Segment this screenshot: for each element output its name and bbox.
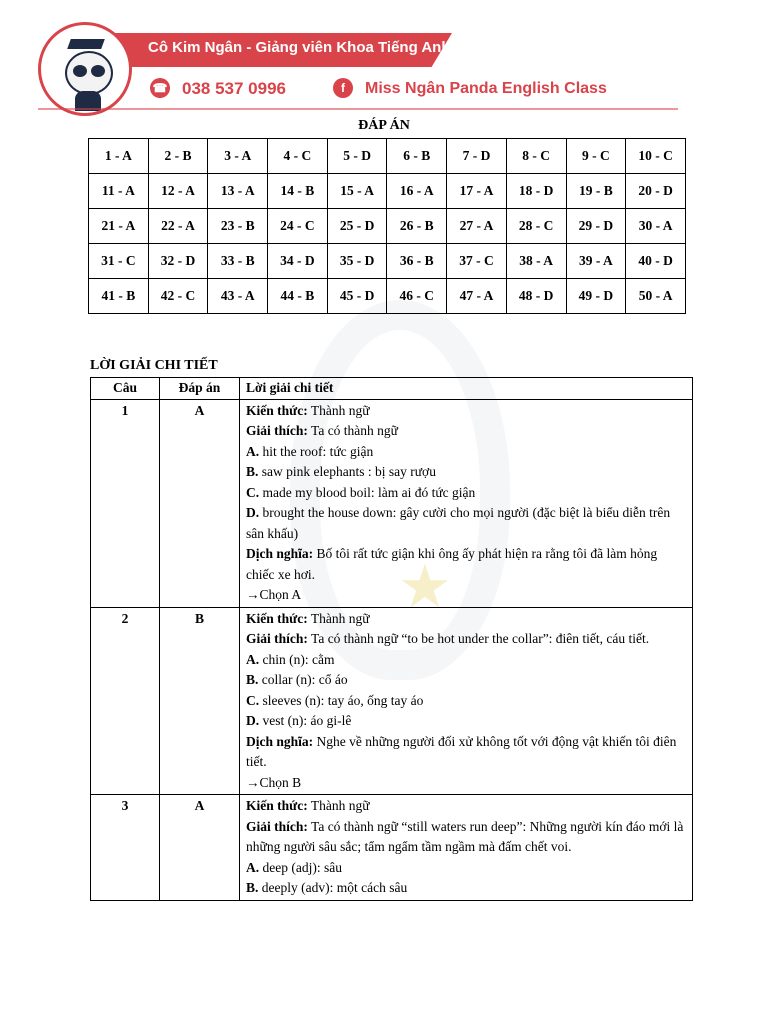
explanation-text: Thành ngữ <box>307 402 370 418</box>
explanation-line <box>246 817 686 858</box>
solution-row <box>91 607 693 795</box>
answer-key-cell: 4 - C <box>268 139 328 174</box>
answer-key-cell: 36 - B <box>387 244 447 279</box>
explanation-line <box>246 650 686 671</box>
answer-key-cell: 6 - B <box>387 139 447 174</box>
explanation-label: Kiến thức: <box>246 798 308 813</box>
answer-key-cell: 35 - D <box>327 244 387 279</box>
answer-key-cell: 38 - A <box>506 244 566 279</box>
explanation-label: Giải thích: <box>246 423 308 438</box>
answer-key-cell: 48 - D <box>506 279 566 314</box>
explanation-label: B. <box>246 880 259 895</box>
explanation-label: A. <box>246 443 260 459</box>
answer-key-cell: 19 - B <box>566 174 626 209</box>
graduation-cap-icon <box>67 39 105 49</box>
answer-key-cell: 8 - C <box>506 139 566 174</box>
explanation-text: →Chọn A <box>246 587 302 602</box>
answer-key-cell: 44 - B <box>268 279 328 314</box>
header-question: Câu <box>91 378 160 400</box>
explanation-text: chin (n): cằm <box>259 651 335 667</box>
solution-row <box>91 795 693 901</box>
explanation-label: D. <box>246 713 260 728</box>
answer-key-cell: 26 - B <box>387 209 447 244</box>
question-number: 3 <box>91 795 160 901</box>
answer-key-cell: 29 - D <box>566 209 626 244</box>
explanation-label: B. <box>246 672 259 687</box>
explanation-line <box>246 442 686 463</box>
answer-key-cell: 2 - B <box>148 139 208 174</box>
watermark-star-icon: ★ <box>398 554 452 620</box>
answer-key-cell: 15 - A <box>327 174 387 209</box>
question-number: 2 <box>91 607 160 795</box>
answer-letter: A <box>160 795 240 901</box>
explanation-line <box>246 691 686 712</box>
answer-key-cell: 41 - B <box>89 279 149 314</box>
explanation-line <box>246 670 686 691</box>
answer-key-table <box>88 138 686 314</box>
explanation-text: hit the roof: tức giận <box>259 443 374 459</box>
explanation-line <box>246 858 686 879</box>
explanation-label: A. <box>246 859 260 875</box>
explanation-label: C. <box>246 484 260 500</box>
explanation-label: D. <box>246 505 260 520</box>
answer-key-cell: 13 - A <box>208 174 268 209</box>
answer-key-cell: 24 - C <box>268 209 328 244</box>
answer-key-cell: 14 - B <box>268 174 328 209</box>
answer-key-row <box>89 279 686 314</box>
explanation-text: saw pink elephants : bị say rượu <box>258 464 436 479</box>
explanation-text: made my blood boil: làm ai đó tức giận <box>259 484 476 500</box>
explanation-label: Giải thích: <box>246 631 308 646</box>
explanation-text: brought the house down: gây cười cho mọi người (đặc biệt là biểu diễn trên sân khấu) <box>246 505 671 541</box>
answer-key-cell: 39 - A <box>566 244 626 279</box>
answer-key-cell: 30 - A <box>626 209 686 244</box>
explanation-line <box>246 401 686 422</box>
solution-row <box>91 399 693 607</box>
header-explanation: Lời giải chi tiết <box>240 378 693 400</box>
explanation-line <box>246 462 686 483</box>
explanation-line <box>246 483 686 504</box>
phone-icon: ☎ <box>150 78 170 98</box>
explanation-line <box>246 629 686 650</box>
phone-number: 038 537 0996 <box>182 79 286 98</box>
explanation-label: Kiến thức: <box>246 402 308 418</box>
explanation-text: Thành ngữ <box>307 798 370 813</box>
header-title: Cô Kim Ngân - Giảng viên Khoa Tiếng Anh ĐHSPHN <box>148 39 519 56</box>
solutions-table <box>90 377 693 901</box>
answer-key-cell: 40 - D <box>626 244 686 279</box>
explanation-line <box>246 773 686 794</box>
explanation-text: →Chọn B <box>246 774 302 790</box>
answer-key-cell: 23 - B <box>208 209 268 244</box>
answer-key-cell: 16 - A <box>387 174 447 209</box>
answer-key-cell: 18 - D <box>506 174 566 209</box>
explanation-label: Kiến thức: <box>246 610 308 626</box>
explanation-line <box>246 421 686 442</box>
explanation-cell <box>240 399 693 607</box>
answer-key-cell: 21 - A <box>89 209 149 244</box>
answer-key-cell: 12 - A <box>148 174 208 209</box>
question-number: 1 <box>91 399 160 607</box>
answer-key-cell: 50 - A <box>626 279 686 314</box>
explanation-line <box>246 732 686 773</box>
answer-key-cell: 49 - D <box>566 279 626 314</box>
explanation-line <box>246 544 686 585</box>
explanation-line <box>246 503 686 544</box>
explanation-label: B. <box>246 464 259 479</box>
answer-letter: B <box>160 607 240 795</box>
explanation-text: Bố tôi rất tức giận khi ông ấy phát hiện ra rằng tôi đã làm hỏng chiếc xe hơi. <box>246 546 658 582</box>
answer-key-cell: 25 - D <box>327 209 387 244</box>
header-answer: Đáp án <box>160 378 240 400</box>
explanation-text: Thành ngữ <box>307 610 370 626</box>
header-banner <box>38 22 738 118</box>
answer-key-cell: 22 - A <box>148 209 208 244</box>
answer-key-cell: 32 - D <box>148 244 208 279</box>
answer-key-cell: 27 - A <box>447 209 507 244</box>
explanation-text: Nghe về những người đối xử không tốt với động vật khiến tôi điên tiết. <box>246 733 677 769</box>
explanation-label: Dịch nghĩa: <box>246 733 314 749</box>
explanation-label: C. <box>246 692 260 708</box>
answer-key-cell: 10 - C <box>626 139 686 174</box>
explanation-text: deeply (adv): một cách sâu <box>258 880 408 895</box>
explanation-line <box>246 711 686 732</box>
facebook-icon: f <box>333 78 353 98</box>
explanation-label: Giải thích: <box>246 818 308 834</box>
answer-key-cell: 7 - D <box>447 139 507 174</box>
explanation-line <box>246 878 686 899</box>
solutions-header-row <box>91 378 693 400</box>
explanation-line <box>246 609 686 630</box>
explanation-text: deep (adj): sâu <box>259 859 342 875</box>
answer-key-cell: 11 - A <box>89 174 149 209</box>
answer-key-cell: 47 - A <box>447 279 507 314</box>
answer-key-cell: 9 - C <box>566 139 626 174</box>
explanation-cell <box>240 607 693 795</box>
answer-key-row <box>89 139 686 174</box>
answer-letter: A <box>160 399 240 607</box>
answer-key-cell: 34 - D <box>268 244 328 279</box>
answer-key-cell: 3 - A <box>208 139 268 174</box>
panda-logo <box>38 22 132 116</box>
explanation-line <box>246 796 686 817</box>
explanation-text: Ta có thành ngữ “to be hot under the collar”: điên tiết, cáu tiết. <box>307 631 650 646</box>
answer-key-cell: 42 - C <box>148 279 208 314</box>
explanation-text: vest (n): áo gi-lê <box>259 713 352 728</box>
explanation-text: sleeves (n): tay áo, ống tay áo <box>259 692 424 708</box>
explanation-line <box>246 585 686 606</box>
solutions-title: LỜI GIẢI CHI TIẾT <box>90 358 218 373</box>
answer-key-cell: 1 - A <box>89 139 149 174</box>
answer-key-cell: 17 - A <box>447 174 507 209</box>
answer-key-row <box>89 244 686 279</box>
answer-key-cell: 5 - D <box>327 139 387 174</box>
answer-key-cell: 37 - C <box>447 244 507 279</box>
explanation-cell <box>240 795 693 901</box>
answer-key-title: ĐÁP ÁN <box>358 118 410 133</box>
header-divider <box>38 108 678 110</box>
answer-key-cell: 45 - D <box>327 279 387 314</box>
answer-key-row <box>89 174 686 209</box>
answer-key-row <box>89 209 686 244</box>
explanation-label: Dịch nghĩa: <box>246 546 314 561</box>
explanation-text: collar (n): cổ áo <box>258 672 348 687</box>
answer-key-cell: 33 - B <box>208 244 268 279</box>
explanation-text: Ta có thành ngữ “still waters run deep”: Những người kín đáo mới là những người sâu sắc; tẩm ngẩm tầm ngầm mà đấm chết voi. <box>246 818 684 854</box>
answer-key-cell: 31 - C <box>89 244 149 279</box>
facebook-page-name: Miss Ngân Panda English Class <box>365 80 607 97</box>
answer-key-cell: 20 - D <box>626 174 686 209</box>
explanation-label: A. <box>246 651 260 667</box>
explanation-text: Ta có thành ngữ <box>307 423 398 438</box>
answer-key-cell: 43 - A <box>208 279 268 314</box>
contact-row <box>150 76 740 102</box>
answer-key-cell: 46 - C <box>387 279 447 314</box>
answer-key-cell: 28 - C <box>506 209 566 244</box>
